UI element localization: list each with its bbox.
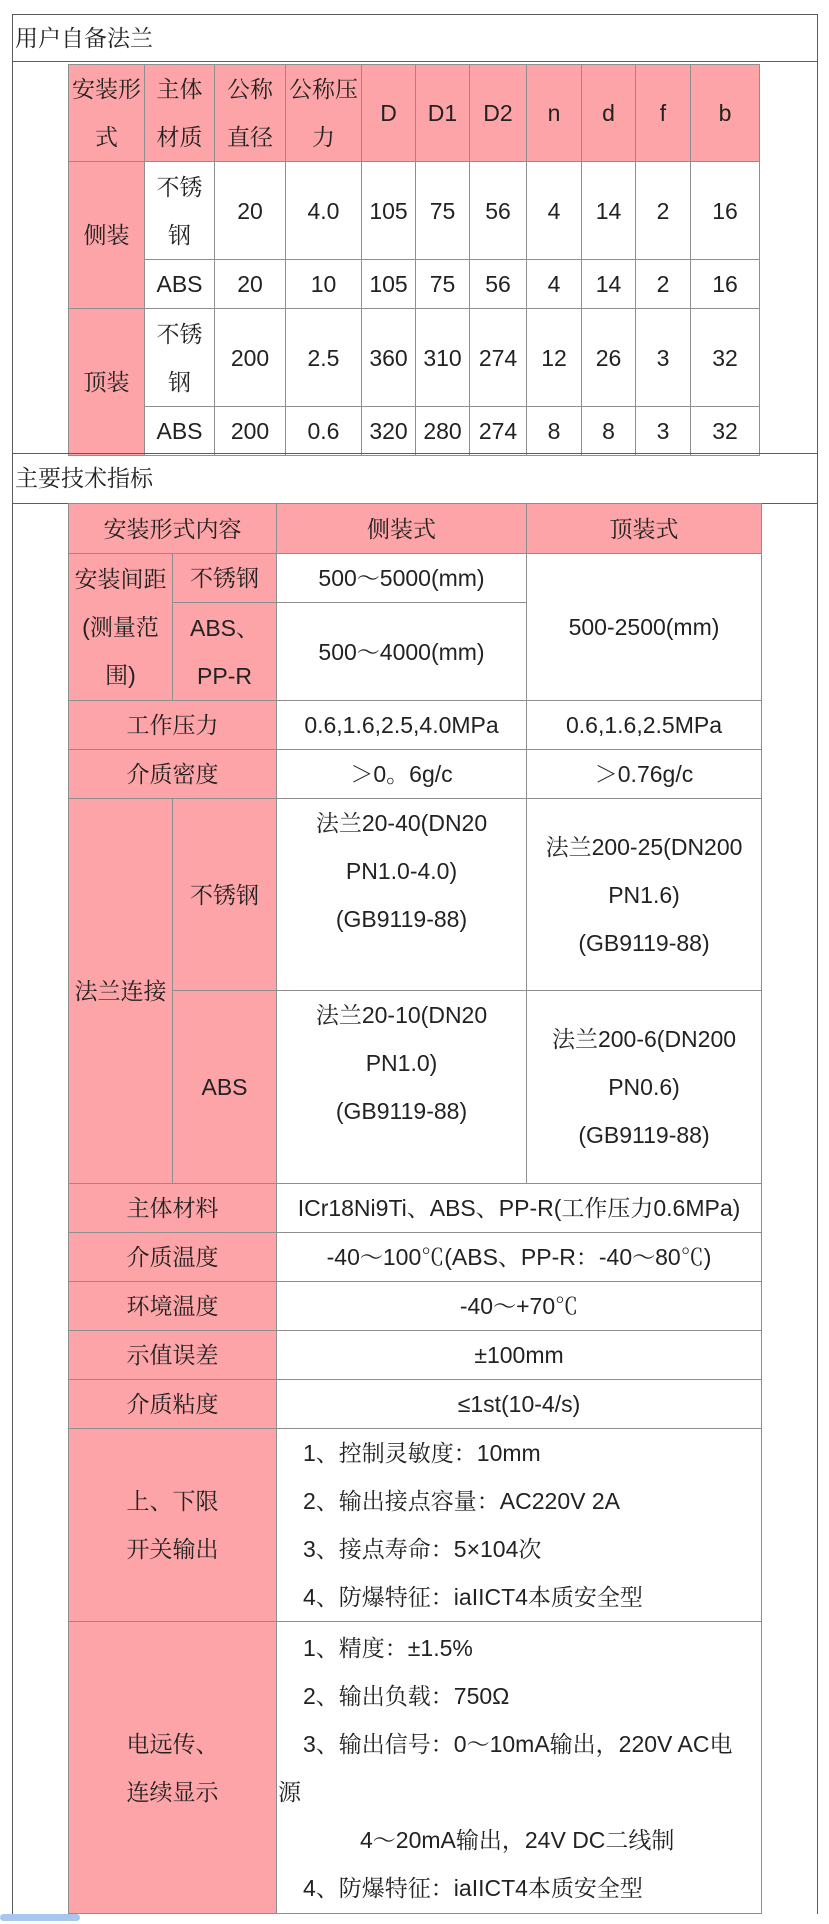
table-row [69, 701, 762, 750]
table-row [69, 1429, 762, 1622]
header-dim-d1: D1 [416, 65, 470, 162]
value-cell: 3 [636, 309, 691, 407]
material-cell: 不锈钢 [145, 309, 215, 407]
label-line: 连续显示 [126, 1778, 219, 1805]
value-cell: 274 [470, 309, 527, 407]
value-cell: 200 [215, 407, 286, 456]
mount-type-side: 侧装 [69, 162, 145, 309]
value-top-distance: 500-2500(mm) [527, 554, 762, 701]
section-title-user-flange: 用户自备法兰 [13, 15, 817, 62]
text-line: (GB9119-88) [578, 929, 710, 956]
value-cell: 75 [416, 162, 470, 260]
list-item: 2、输出接点容量：AC220V 2A [303, 1488, 620, 1514]
list-item: 3、接点寿命：5×104次 [303, 1536, 542, 1562]
value-cell: 75 [416, 260, 470, 309]
label-flange-connection: 法兰连接 [69, 799, 173, 1184]
text-line: 法兰20-40(DN20 [315, 810, 488, 836]
table-row [69, 1184, 762, 1233]
label-flange-material-abs: ABS [173, 991, 277, 1184]
list-item: 4、防爆特征：iaIICT4本质安全型 [303, 1874, 643, 1901]
header-body-material: 主体材质 [145, 65, 215, 162]
value-cell: 14 [582, 260, 636, 309]
label-limit-switch-output [69, 1429, 277, 1622]
value-side-flange-stainless [277, 799, 527, 991]
value-cell: 56 [470, 260, 527, 309]
flange-header-row [69, 65, 760, 162]
value-cell: 3 [636, 407, 691, 456]
value-cell: 2 [636, 162, 691, 260]
value-cell: 8 [527, 407, 582, 456]
table-row [69, 1331, 762, 1380]
value-cell: 20 [215, 162, 286, 260]
value-cell: 105 [362, 162, 416, 260]
value-cell: 10 [286, 260, 362, 309]
value-remote-transmission-list [277, 1622, 762, 1914]
value-cell: 4 [527, 260, 582, 309]
label-install-distance: 安装间距(测量范围) [69, 554, 173, 701]
header-top-mount: 顶装式 [527, 504, 762, 554]
value-top-flange-stainless [527, 799, 762, 991]
table-row [69, 162, 760, 260]
main-specs-table [68, 503, 762, 1914]
table-row [69, 799, 762, 991]
label-material-stainless: 不锈钢 [173, 554, 277, 603]
value-side-flange-abs [277, 991, 527, 1184]
text-line: PN1.0) [365, 1050, 438, 1076]
value-cell: 12 [527, 309, 582, 407]
value-side-distance-stainless: 500～5000(mm) [277, 554, 527, 603]
material-cell: ABS [145, 407, 215, 456]
header-content: 安装形式内容 [69, 504, 277, 554]
value-top-flange-abs [527, 991, 762, 1184]
value-cell: 56 [470, 162, 527, 260]
list-item: 1、控制灵敏度：10mm [303, 1440, 541, 1466]
value-cell: 20 [215, 260, 286, 309]
label-flange-material-stainless: 不锈钢 [173, 799, 277, 991]
list-item: 2、输出负载：750Ω [303, 1682, 510, 1709]
label-medium-viscosity: 介质粘度 [69, 1380, 277, 1429]
header-dim-b: b [691, 65, 760, 162]
label-line: 开关输出 [126, 1536, 219, 1562]
text-line: (GB9119-88) [335, 906, 468, 932]
value-cell: 32 [691, 309, 760, 407]
label-indication-error: 示值误差 [69, 1331, 277, 1380]
text-line: PN0.6) [608, 1074, 680, 1100]
value-cell: 274 [470, 407, 527, 456]
table-row [69, 407, 760, 456]
list-item: 1、精度：±1.5% [303, 1634, 473, 1661]
material-cell: ABS [145, 260, 215, 309]
value-body-material: ICr18Ni9Ti、ABS、PP-R(工作压力0.6MPa) [277, 1184, 762, 1233]
value-cell: 280 [416, 407, 470, 456]
user-flange-table [68, 64, 760, 456]
value-ambient-temperature: -40～+70℃ [277, 1282, 762, 1331]
list-item: 3、输出信号：0～10mA输出，220V AC电源 [278, 1730, 733, 1805]
table-row [69, 1380, 762, 1429]
horizontal-scrollbar-thumb[interactable] [0, 1914, 80, 1921]
value-cell: 105 [362, 260, 416, 309]
mount-type-top: 顶装 [69, 309, 145, 456]
label-remote-transmission [69, 1622, 277, 1914]
table-row [69, 1622, 762, 1914]
header-dim-d2: D2 [470, 65, 527, 162]
value-top-medium-density: ＞0.76g/c [527, 750, 762, 799]
value-side-working-pressure: 0.6,1.6,2.5,4.0MPa [277, 701, 527, 750]
value-medium-viscosity: ≤1st(10-4/s) [277, 1380, 762, 1429]
section-title-main-specs: 主要技术指标 [13, 453, 817, 504]
value-cell: 200 [215, 309, 286, 407]
text-line: PN1.0-4.0) [345, 858, 458, 884]
label-line: 电远传、 [126, 1730, 219, 1757]
header-nominal-pressure: 公称压力 [286, 65, 362, 162]
list-item: 4、防爆特征：iaIICT4本质安全型 [303, 1584, 643, 1610]
header-dim-d-outer: D [362, 65, 416, 162]
label-material-abs-ppr: ABS、PP-R [173, 603, 277, 701]
table-row [69, 1233, 762, 1282]
header-dim-n: n [527, 65, 582, 162]
value-top-working-pressure: 0.6,1.6,2.5MPa [527, 701, 762, 750]
value-cell: 360 [362, 309, 416, 407]
value-cell: 2.5 [286, 309, 362, 407]
label-line: 上、下限 [126, 1488, 219, 1514]
header-dim-f: f [636, 65, 691, 162]
value-limit-switch-list [277, 1429, 762, 1622]
text-line: 法兰200-6(DN200 [551, 1026, 737, 1052]
header-nominal-diameter: 公称直径 [215, 65, 286, 162]
value-cell: 320 [362, 407, 416, 456]
label-ambient-temperature: 环境温度 [69, 1282, 277, 1331]
table-row [69, 750, 762, 799]
value-medium-temperature: -40～100℃(ABS、PP-R：-40～80℃) [277, 1233, 762, 1282]
value-cell: 14 [582, 162, 636, 260]
value-side-distance-abs: 500～4000(mm) [277, 603, 527, 701]
text-line: 法兰200-25(DN200 [545, 833, 743, 860]
specs-header-row [69, 504, 762, 554]
table-row [69, 554, 762, 603]
material-cell: 不锈钢 [145, 162, 215, 260]
table-row [69, 309, 760, 407]
text-line: 法兰20-10(DN20 [315, 1002, 488, 1028]
text-line: (GB9119-88) [578, 1122, 710, 1148]
header-dim-d-hole: d [582, 65, 636, 162]
header-side-mount: 侧装式 [277, 504, 527, 554]
value-cell: 32 [691, 407, 760, 456]
text-line: PN1.6) [608, 881, 680, 908]
table-row [69, 1282, 762, 1331]
label-working-pressure: 工作压力 [69, 701, 277, 750]
text-line: (GB9119-88) [335, 1098, 468, 1124]
value-cell: 16 [691, 162, 760, 260]
value-cell: 0.6 [286, 407, 362, 456]
value-cell: 26 [582, 309, 636, 407]
value-cell: 4 [527, 162, 582, 260]
value-indication-error: ±100mm [277, 1331, 762, 1380]
label-medium-density: 介质密度 [69, 750, 277, 799]
value-cell: 2 [636, 260, 691, 309]
value-cell: 4.0 [286, 162, 362, 260]
table-row [69, 260, 760, 309]
label-medium-temperature: 介质温度 [69, 1233, 277, 1282]
value-cell: 310 [416, 309, 470, 407]
header-install-type: 安装形式 [69, 65, 145, 162]
value-side-medium-density: ＞0。6g/c [277, 750, 527, 799]
table-row [69, 991, 762, 1184]
list-item: 4～20mA输出，24V DC二线制 [360, 1826, 675, 1853]
value-cell: 16 [691, 260, 760, 309]
value-cell: 8 [582, 407, 636, 456]
label-body-material: 主体材料 [69, 1184, 277, 1233]
